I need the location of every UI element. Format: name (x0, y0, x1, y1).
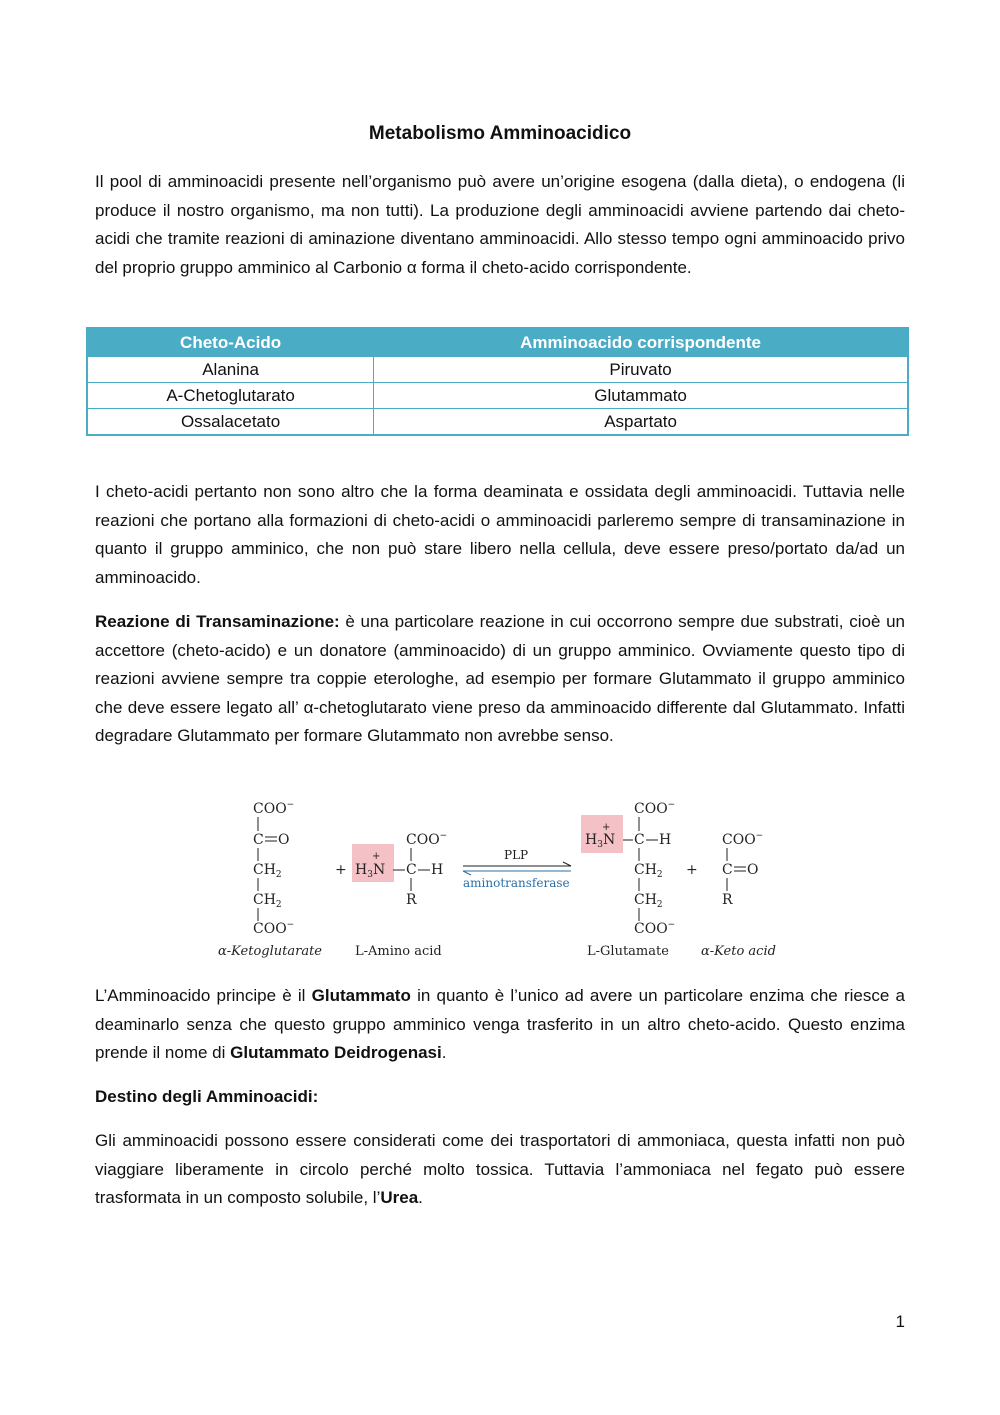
table-row (87, 409, 908, 436)
table-cell: Piruvato (374, 357, 908, 383)
table-row (87, 357, 908, 383)
enzyme-label: aminotransferase (463, 876, 570, 890)
table-cell: Ossalacetato (87, 409, 374, 436)
table-cell: Aspartato (374, 409, 908, 436)
text-run: . (418, 1188, 423, 1207)
svg-text:C: C (253, 832, 264, 848)
bold-term: Glutammato Deidrogenasi (230, 1043, 442, 1062)
enzyme-cofactor-label: PLP (504, 848, 529, 862)
plus-sign: + (686, 862, 698, 878)
page-title: Metabolismo Amminoacidico (368, 123, 632, 144)
svg-text:H: H (431, 862, 444, 878)
keto-acid-table (86, 327, 909, 436)
equilibrium-arrow (463, 848, 571, 890)
keto-acids-paragraph: I cheto-acidi pertanto non sono altro che la forma deaminata e ossidata degli amminoacidi. Tuttavia nelle reazioni che portano alla formazioni di cheto-acidi o amminoacidi parleremo sempre di transaminazione in quanto il gruppo amminico, che non può stare libero nella cellula, deve essere preso/portato da/ad un amminoacido. (95, 482, 905, 587)
svg-text:CH2: $CH_2$ (634, 862, 663, 880)
svg-text:R: R (722, 892, 733, 908)
amino-acid-fate-paragraph (95, 1127, 905, 1213)
svg-text:H3N: $H_3N$ (585, 832, 616, 850)
glutamate-structure (581, 800, 675, 937)
bold-term: Urea (380, 1188, 419, 1207)
page-number: 1 (895, 1312, 905, 1331)
bold-term: Glutammato (311, 986, 411, 1005)
svg-text:CH2: $CH_2$ (253, 862, 282, 880)
svg-text:COO−: COO− (253, 800, 295, 817)
table-cell: Glutammato (374, 383, 908, 409)
transamination-paragraph (95, 608, 905, 751)
glutamate-paragraph (95, 982, 905, 1068)
svg-text:CH2: $CH_2$ (253, 892, 282, 910)
svg-text:COO−: COO− (406, 831, 448, 848)
reaction-label: α-Keto acid (701, 944, 776, 959)
svg-text:+: + (602, 822, 611, 833)
svg-text:COO−: COO− (253, 920, 295, 937)
table-header: Amminoacido corrispondente (374, 328, 908, 357)
svg-text:R: R (406, 892, 417, 908)
svg-text:+: + (372, 851, 381, 862)
amino-acid-structure (352, 831, 447, 908)
reaction-label: L-Glutamate (587, 944, 669, 959)
svg-text:C: C (634, 832, 645, 848)
table-cell: A-Chetoglutarato (87, 383, 374, 409)
transamination-heading: Reazione di Transaminazione: (95, 612, 340, 631)
alpha-keto-acid-structure (722, 831, 763, 908)
svg-text:COO−: COO− (634, 920, 676, 937)
transamination-text: è una particolare reazione in cui occorrono sempre due substrati, cioè un accettore (cheto-acido) e un donatore (amminoacido) di un gruppo amminico. Ovviamente questo tipo di reazioni avviene sempre tra coppie eterologhe, ad esempio per formare Glutammato il gruppo amminico che deve essere legato all’ α-chetoglutarato viene preso da amminoacido differente dal Glutammato. Infatti degradare Glutammato per formare Glutammato non avrebbe senso. (95, 612, 905, 745)
svg-text:C: C (722, 862, 733, 878)
svg-text:CH2: $CH_2$ (634, 892, 663, 910)
text-run: L’Amminoacido principe è il (95, 986, 312, 1005)
plus-sign: + (335, 862, 347, 878)
svg-text:COO−: COO− (722, 831, 764, 848)
svg-text:O: O (747, 862, 759, 878)
table-row (87, 383, 908, 409)
svg-text:H3N: $H_3N$ (355, 862, 386, 880)
table-header-row (87, 328, 908, 357)
svg-text:COO−: COO− (634, 800, 676, 817)
section-heading: Destino degli Amminoacidi: (95, 1087, 319, 1106)
alpha-ketoglutarate-structure (253, 800, 294, 937)
table-header: Cheto-Acido (87, 328, 374, 357)
text-run: . (441, 1043, 447, 1062)
svg-text:O: O (278, 832, 290, 848)
svg-text:C: C (406, 862, 417, 878)
reaction-label: α-Ketoglutarate (218, 944, 322, 959)
text-run: Gli amminoacidi possono essere considerati come dei trasportatori di ammoniaca, questa infatti non può viaggiare liberamente in circolo perché molto tossica. Tuttavia l’ammoniaca nel fegato può essere trasformata in un composto solubile, l’ (95, 1131, 905, 1207)
transamination-reaction-diagram (215, 795, 795, 965)
table-cell: Alanina (87, 357, 374, 383)
reaction-label: L-Amino acid (355, 944, 442, 959)
text-run: in quanto è l’unico ad avere un particolare enzima che riesce a deaminarlo senza che questo gruppo amminico venga trasferito in un altro cheto-acido. Questo enzima prende il nome di (95, 986, 905, 1062)
intro-paragraph: Il pool di amminoacidi presente nell’organismo può avere un’origine esogena (dalla dieta), o endogena (li produce il nostro organismo, ma non tutti). La produzione degli amminoacidi avviene partendo dai cheto-acidi che tramite reazioni di aminazione diventano amminoacidi. Allo stesso tempo ogni amminoacido privo del proprio gruppo amminico al Carbonio α forma il cheto-acido corrispondente. (95, 172, 905, 277)
svg-text:H: H (659, 832, 672, 848)
